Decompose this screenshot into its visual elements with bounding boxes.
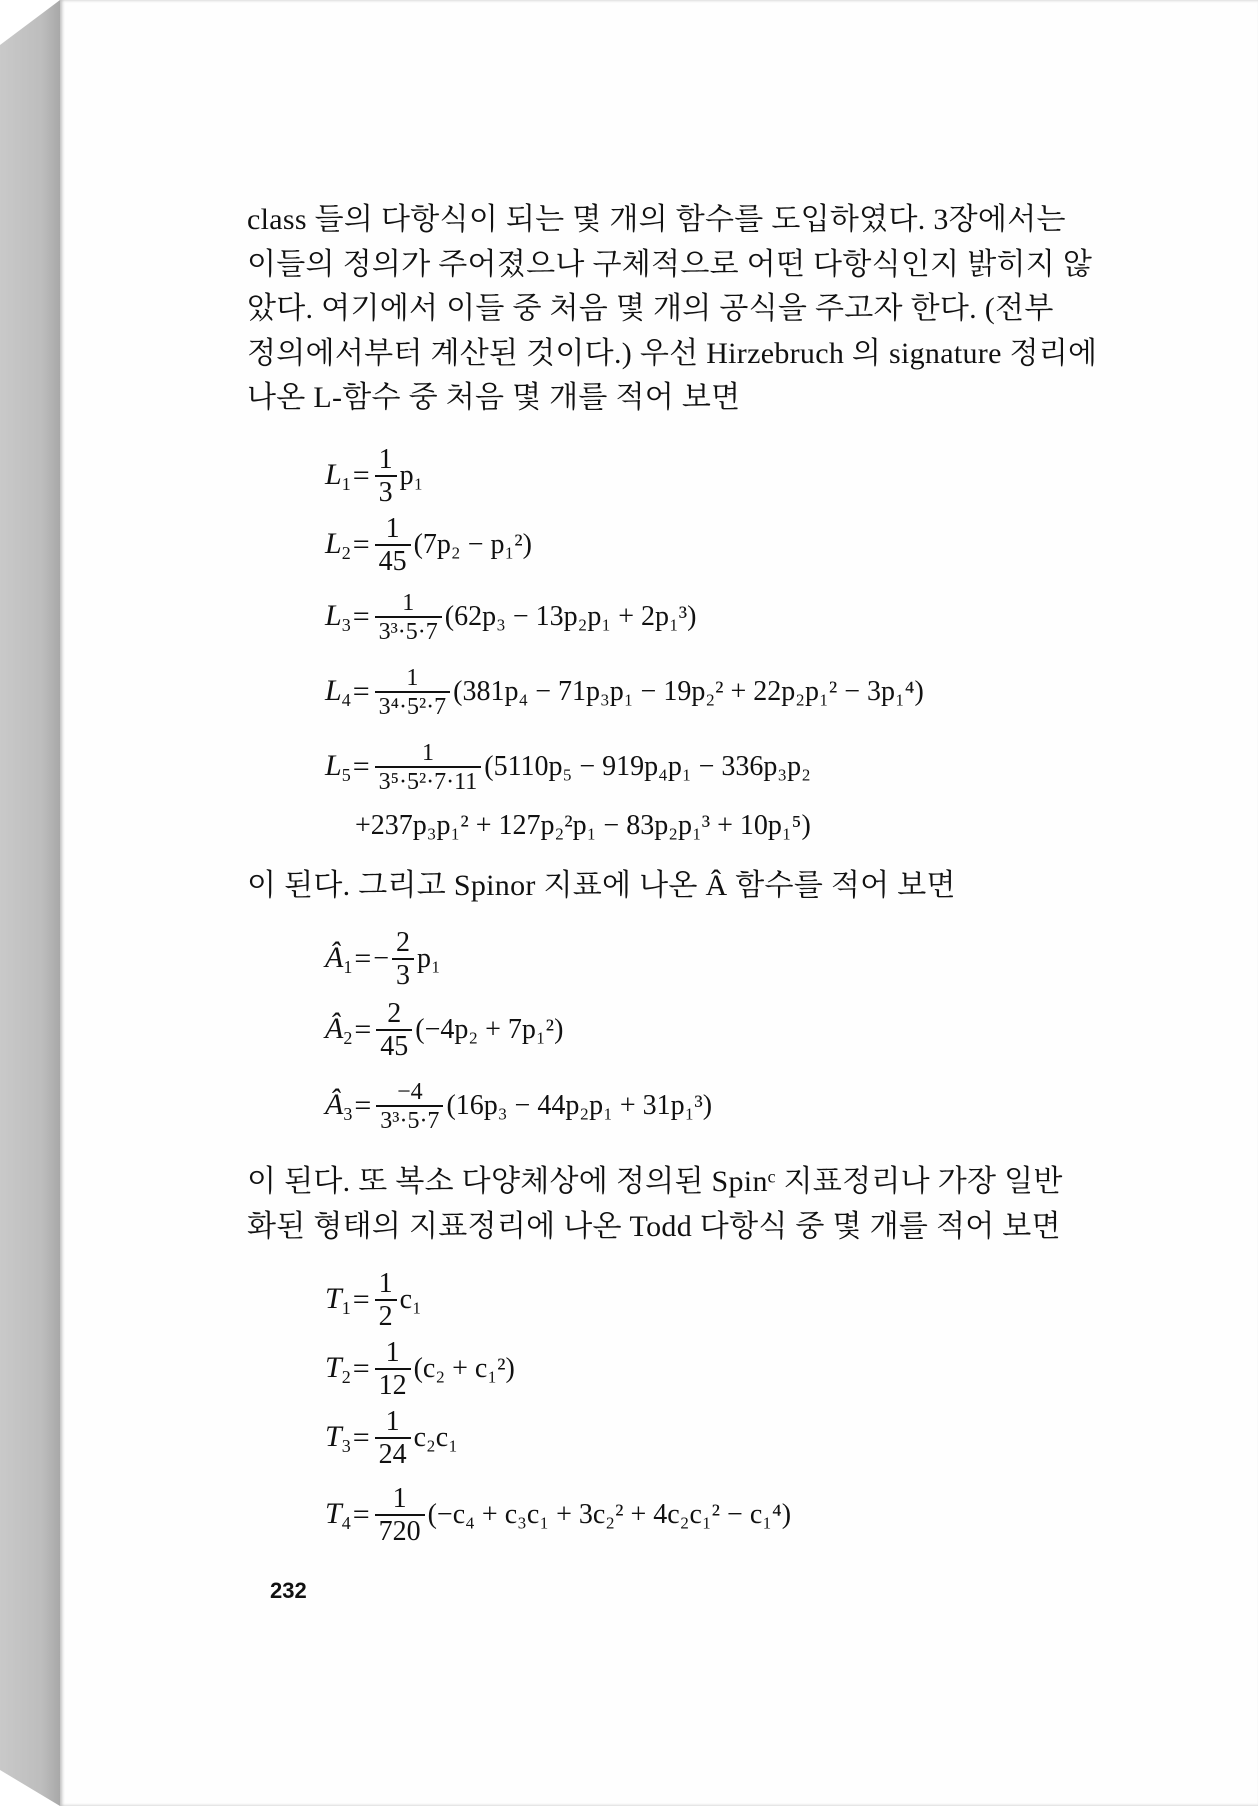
eq-subscript: 5 (341, 764, 351, 785)
fraction: $\frac{-4}{\text{3³·5·7}}$ (376, 1080, 443, 1133)
paragraph-intro (247, 198, 1098, 421)
fraction: $\frac{1}{12}$ (375, 1339, 411, 1400)
eq-body: c₂c₁ (413, 1422, 458, 1453)
fraction: $\frac{1}{720}$ (375, 1485, 425, 1546)
eq-subscript: 1 (343, 956, 353, 977)
eq-subscript: 1 (341, 1297, 351, 1318)
text-line: 이 된다. 그리고 Spinor 지표에 나온 Â 함수를 적어 보면 (247, 869, 956, 902)
text-line: 이 된다. 또 복소 다양체상에 정의된 Spinᶜ 지표정리나 가장 일반 (247, 1165, 1063, 1198)
eq-body: (−c₄ + c₃c₁ + 3c₂² + 4c₂c₁² − c₁⁴) (427, 1499, 792, 1530)
equation-T1: $T_1$ = $\frac{1}{2}$ c₁ (325, 1267, 422, 1332)
equation-T4: $T_4$ = $\frac{1}{720}$ (−c₄ + c₃c₁ + 3c₂² + 4c₂c₁² − c₁⁴) (325, 1482, 792, 1547)
eq-subscript: 2 (341, 1366, 351, 1387)
paragraph-todd (247, 1160, 1079, 1249)
eq-subscript: 4 (341, 689, 351, 710)
eq-symbol: L (325, 748, 342, 782)
equation-L5: $L_5$ = $\frac{1}{\text{3⁵·5²·7·11}}$ (5110p₅ − 919p₄p₁ − 336p₃p₂ (325, 739, 811, 795)
equation-L1: $L_1$ = $\frac{1}{3}$ p₁ (325, 443, 424, 508)
eq-symbol: L (325, 526, 342, 560)
fraction: $\frac{1}{3}$ (375, 446, 397, 507)
eq-body: p₁ (399, 460, 424, 491)
eq-subscript: 2 (343, 1027, 353, 1048)
equation-T2: $T_2$ = $\frac{1}{12}$ (c₂ + c₁²) (325, 1336, 515, 1401)
eq-body: (16p₃ − 44p₂p₁ + 31p₁³) (446, 1090, 713, 1121)
eq-symbol: Â (325, 1011, 344, 1045)
text-line: 나온 L-함수 중 처음 몇 개를 적어 보면 (247, 381, 741, 414)
equation-A1: $Â_1$ = − $\frac{2}{3}$ p₁ (325, 926, 441, 991)
fraction: $\frac{1}{\text{3⁴·5²·7}}$ (375, 666, 451, 719)
eq-symbol: L (325, 673, 342, 707)
eq-body: (c₂ + c₁²) (413, 1353, 515, 1384)
eq-subscript: 4 (341, 1512, 351, 1533)
eq-subscript: 3 (343, 1103, 353, 1124)
fraction: $\frac{2}{3}$ (392, 929, 414, 990)
eq-body: (381p₄ − 71p₃p₁ − 19p₂² + 22p₂p₁² − 3p₁⁴) (453, 676, 924, 707)
eq-symbol: L (325, 598, 342, 632)
text-line: 화된 형태의 지표정리에 나온 Todd 다항식 중 몇 개를 적어 보면 (247, 1209, 1061, 1243)
equation-T3: $T_3$ = $\frac{1}{24}$ c₂c₁ (325, 1405, 458, 1470)
equation-L2: $L_2$ = $\frac{1}{45}$ (7p₂ − p₁²) (325, 512, 532, 577)
eq-symbol: L (325, 457, 342, 491)
eq-symbol: Â (325, 940, 344, 974)
fraction: $\frac{2}{45}$ (376, 1000, 412, 1061)
eq-body: c₁ (399, 1284, 422, 1315)
eq-body: (5110p₅ − 919p₄p₁ − 336p₃p₂ (484, 751, 811, 782)
page-number: 232 (270, 1578, 307, 1603)
fraction: $\frac{1}{24}$ (375, 1408, 411, 1469)
eq-symbol: T (325, 1350, 342, 1384)
eq-body: (7p₂ − p₁²) (413, 529, 532, 560)
eq-body: p₁ (417, 943, 441, 974)
book-spine (0, 0, 61, 1806)
text-line: 정의에서부터 계산된 것이다.) 우선 Hirzebruch 의 signature 정리에 (247, 336, 1098, 370)
eq-subscript: 1 (341, 473, 351, 494)
fraction: $\frac{1}{\text{3⁵·5²·7·11}}$ (375, 741, 482, 794)
eq-body: (−4p₂ + 7p₁²) (415, 1014, 564, 1045)
eq-body: +237p₃p₁² + 127p₂²p₁ − 83p₂p₁³ + 10p₁⁵) (355, 810, 811, 841)
fraction: $\frac{1}{2}$ (375, 1270, 397, 1331)
eq-symbol: T (325, 1281, 342, 1315)
eq-body: (62p₃ − 13p₂p₁ + 2p₁³) (444, 601, 697, 632)
equation-A2: $Â_2$ = $\frac{2}{45}$ (−4p₂ + 7p₁²) (325, 997, 564, 1062)
paragraph-spinor (247, 864, 1079, 909)
eq-subscript: 3 (341, 614, 351, 635)
equation-A3: $Â_3$ = $\frac{-4}{\text{3³·5·7}}$ (16p₃ − 44p₂p₁ + 31p₁³) (325, 1078, 713, 1134)
fraction: $\frac{1}{45}$ (375, 515, 411, 576)
eq-symbol: T (325, 1496, 342, 1530)
text-line: 았다. 여기에서 이들 중 처음 몇 개의 공식을 주고자 한다. (전부 (247, 292, 1054, 325)
equation-L4: $L_4$ = $\frac{1}{\text{3⁴·5²·7}}$ (381p₄ − 71p₃p₁ − 19p₂² + 22p₂p₁² − 3p₁⁴) (325, 664, 924, 720)
eq-subscript: 2 (341, 542, 351, 563)
equation-L5-continued (355, 796, 811, 856)
eq-symbol: T (325, 1419, 342, 1453)
text-line: class 들의 다항식이 되는 몇 개의 함수를 도입하였다. 3장에서는 (247, 203, 1066, 236)
eq-symbol: Â (325, 1087, 344, 1121)
text-line: 이들의 정의가 주어졌으나 구체적으로 어떤 다항식인지 밝히지 않 (247, 247, 1093, 281)
equation-L3: $L_3$ = $\frac{1}{\text{3³·5·7}}$ (62p₃ − 13p₂p₁ + 2p₁³) (325, 589, 697, 645)
fraction: $\frac{1}{\text{3³·5·7}}$ (375, 591, 442, 644)
eq-prefix: − (373, 943, 390, 974)
eq-subscript: 3 (341, 1435, 351, 1456)
